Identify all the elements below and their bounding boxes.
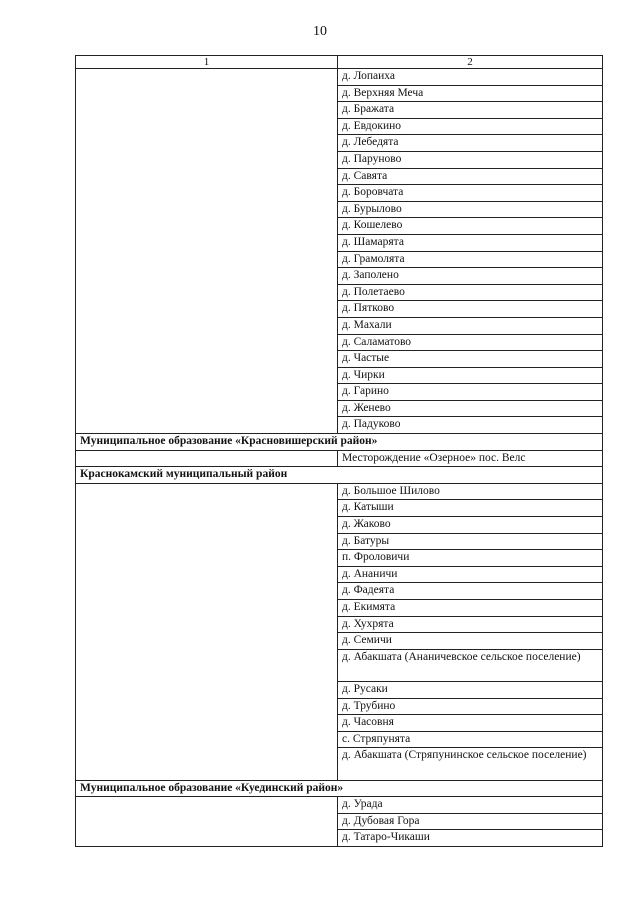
- section-row: [76, 467, 603, 484]
- table-row: [76, 69, 603, 86]
- section-title: Муниципальное образование «Красновишерский район»: [76, 434, 603, 451]
- settlement-cell: д. Падуково: [338, 417, 603, 434]
- settlement-cell: д. Евдокино: [338, 118, 603, 135]
- settlement-cell: д. Абакшата (Ананичевское сельское поселение): [338, 649, 603, 681]
- settlement-cell: д. Частые: [338, 351, 603, 368]
- table-row: [76, 797, 603, 814]
- settlement-cell: д. Пятково: [338, 301, 603, 318]
- settlement-cell: д. Катыши: [338, 500, 603, 517]
- section-row: [76, 434, 603, 451]
- settlement-cell: д. Жаково: [338, 517, 603, 534]
- table-row: [76, 450, 603, 467]
- settlements-table: [75, 55, 603, 847]
- settlement-cell: д. Кошелево: [338, 218, 603, 235]
- district-cell: [76, 69, 338, 434]
- settlement-cell: д. Боровчата: [338, 185, 603, 202]
- settlement-cell: д. Бражата: [338, 102, 603, 119]
- settlement-cell: д. Лопаиха: [338, 69, 603, 86]
- district-cell: [76, 450, 338, 467]
- section-row: [76, 780, 603, 797]
- district-cell: [76, 797, 338, 847]
- settlement-cell: д. Семичи: [338, 633, 603, 650]
- page-number: 10: [313, 24, 327, 39]
- settlement-cell: д. Дубовая Гора: [338, 813, 603, 830]
- settlement-cell: д. Батуры: [338, 533, 603, 550]
- settlement-cell: д. Бурылово: [338, 201, 603, 218]
- column-header-2: 2: [338, 56, 603, 69]
- section-title: Муниципальное образование «Куединский район»: [76, 780, 603, 797]
- settlement-cell: д. Саламатово: [338, 334, 603, 351]
- settlement-cell: Месторождение «Озерное» пос. Велс: [338, 450, 603, 467]
- table-row: [76, 483, 603, 500]
- settlement-cell: д. Женево: [338, 400, 603, 417]
- settlement-cell: д. Урада: [338, 797, 603, 814]
- settlement-cell: д. Чирки: [338, 367, 603, 384]
- settlement-cell: д. Русаки: [338, 681, 603, 698]
- settlement-cell: д. Махали: [338, 317, 603, 334]
- settlement-cell: с. Стряпунята: [338, 731, 603, 748]
- settlement-cell: д. Грамолята: [338, 251, 603, 268]
- table-header-row: [76, 56, 603, 69]
- section-title: Краснокамский муниципальный район: [76, 467, 603, 484]
- settlement-cell: д. Татаро-Чикаши: [338, 830, 603, 847]
- settlement-cell: д. Заполено: [338, 268, 603, 285]
- settlement-cell: д. Шамарята: [338, 234, 603, 251]
- settlement-cell: д. Паруново: [338, 151, 603, 168]
- settlement-cell: д. Екимята: [338, 600, 603, 617]
- settlement-cell: д. Лебедята: [338, 135, 603, 152]
- settlements-table-body: [76, 56, 603, 847]
- district-cell: [76, 483, 338, 780]
- settlement-cell: д. Фадеята: [338, 583, 603, 600]
- settlement-cell: д. Абакшата (Стряпунинское сельское поселение): [338, 748, 603, 780]
- settlement-cell: д. Савята: [338, 168, 603, 185]
- column-header-1: 1: [76, 56, 338, 69]
- settlement-cell: д. Трубино: [338, 698, 603, 715]
- settlement-cell: д. Полетаево: [338, 284, 603, 301]
- settlement-cell: д. Гарино: [338, 384, 603, 401]
- settlement-cell: д. Верхняя Меча: [338, 85, 603, 102]
- settlement-cell: д. Ананичи: [338, 566, 603, 583]
- settlement-cell: д. Часовня: [338, 715, 603, 732]
- settlement-cell: п. Фроловичи: [338, 550, 603, 567]
- settlement-cell: д. Большое Шилово: [338, 483, 603, 500]
- settlement-cell: д. Хухрята: [338, 616, 603, 633]
